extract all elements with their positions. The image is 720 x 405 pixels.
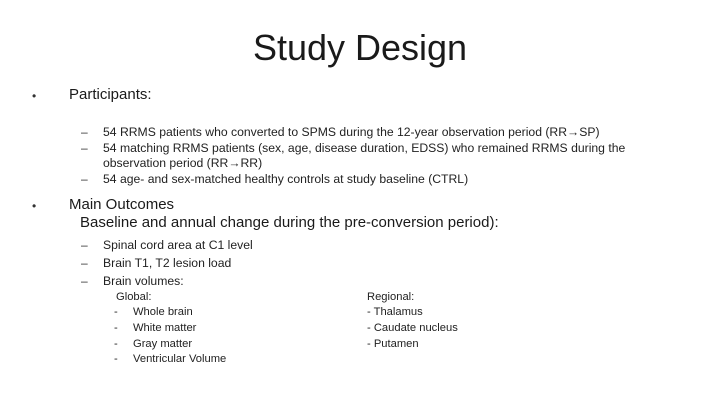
dash-icon: –	[81, 238, 88, 252]
outcomes-heading: Main Outcomes	[69, 196, 175, 213]
regional-item-caudate: - Caudate nucleus	[367, 322, 458, 334]
dash-icon: –	[81, 274, 88, 288]
global-dash: -	[114, 306, 118, 318]
participants-heading: Participants:	[69, 86, 152, 103]
dash-icon: –	[81, 125, 88, 139]
participant-item-rrsp: 54 RRMS patients who converted to SPMS during the 12-year observation period (RR→SP)	[103, 125, 600, 139]
dash-icon: –	[81, 172, 88, 186]
outcome-item-brain-volumes: Brain volumes:	[103, 274, 184, 288]
outcomes-subheading: Baseline and annual change during the pre-conversion period):	[80, 214, 499, 231]
outcome-item-spinal: Spinal cord area at C1 level	[103, 238, 253, 252]
participant-item-ctrl: 54 age- and sex-matched healthy controls at study baseline (CTRL)	[103, 172, 469, 186]
global-dash: -	[114, 338, 118, 350]
regional-item-putamen: - Putamen	[367, 338, 419, 350]
global-dash: -	[114, 353, 118, 365]
global-item-ventricular: Ventricular Volume	[133, 353, 227, 365]
global-dash: -	[114, 322, 118, 334]
global-item-white-matter: White matter	[133, 322, 197, 334]
bullet-icon: •	[32, 89, 37, 103]
dash-icon: –	[81, 256, 88, 270]
bullet-icon: •	[32, 199, 37, 213]
dash-icon: –	[81, 141, 88, 155]
participant-item-rrrr: 54 matching RRMS patients (sex, age, disease duration, EDSS) who remained RRMS during the	[103, 141, 626, 155]
global-item-whole-brain: Whole brain	[133, 306, 193, 318]
outcome-item-lesion: Brain T1, T2 lesion load	[103, 256, 232, 270]
participant-item-rrrr-cont: observation period (RR→RR)	[103, 156, 263, 170]
global-item-gray-matter: Gray matter	[133, 338, 193, 350]
regional-label: Regional:	[367, 291, 415, 303]
global-label: Global:	[116, 291, 152, 303]
slide-title: Study Design	[252, 27, 468, 68]
regional-item-thalamus: - Thalamus	[367, 306, 423, 318]
